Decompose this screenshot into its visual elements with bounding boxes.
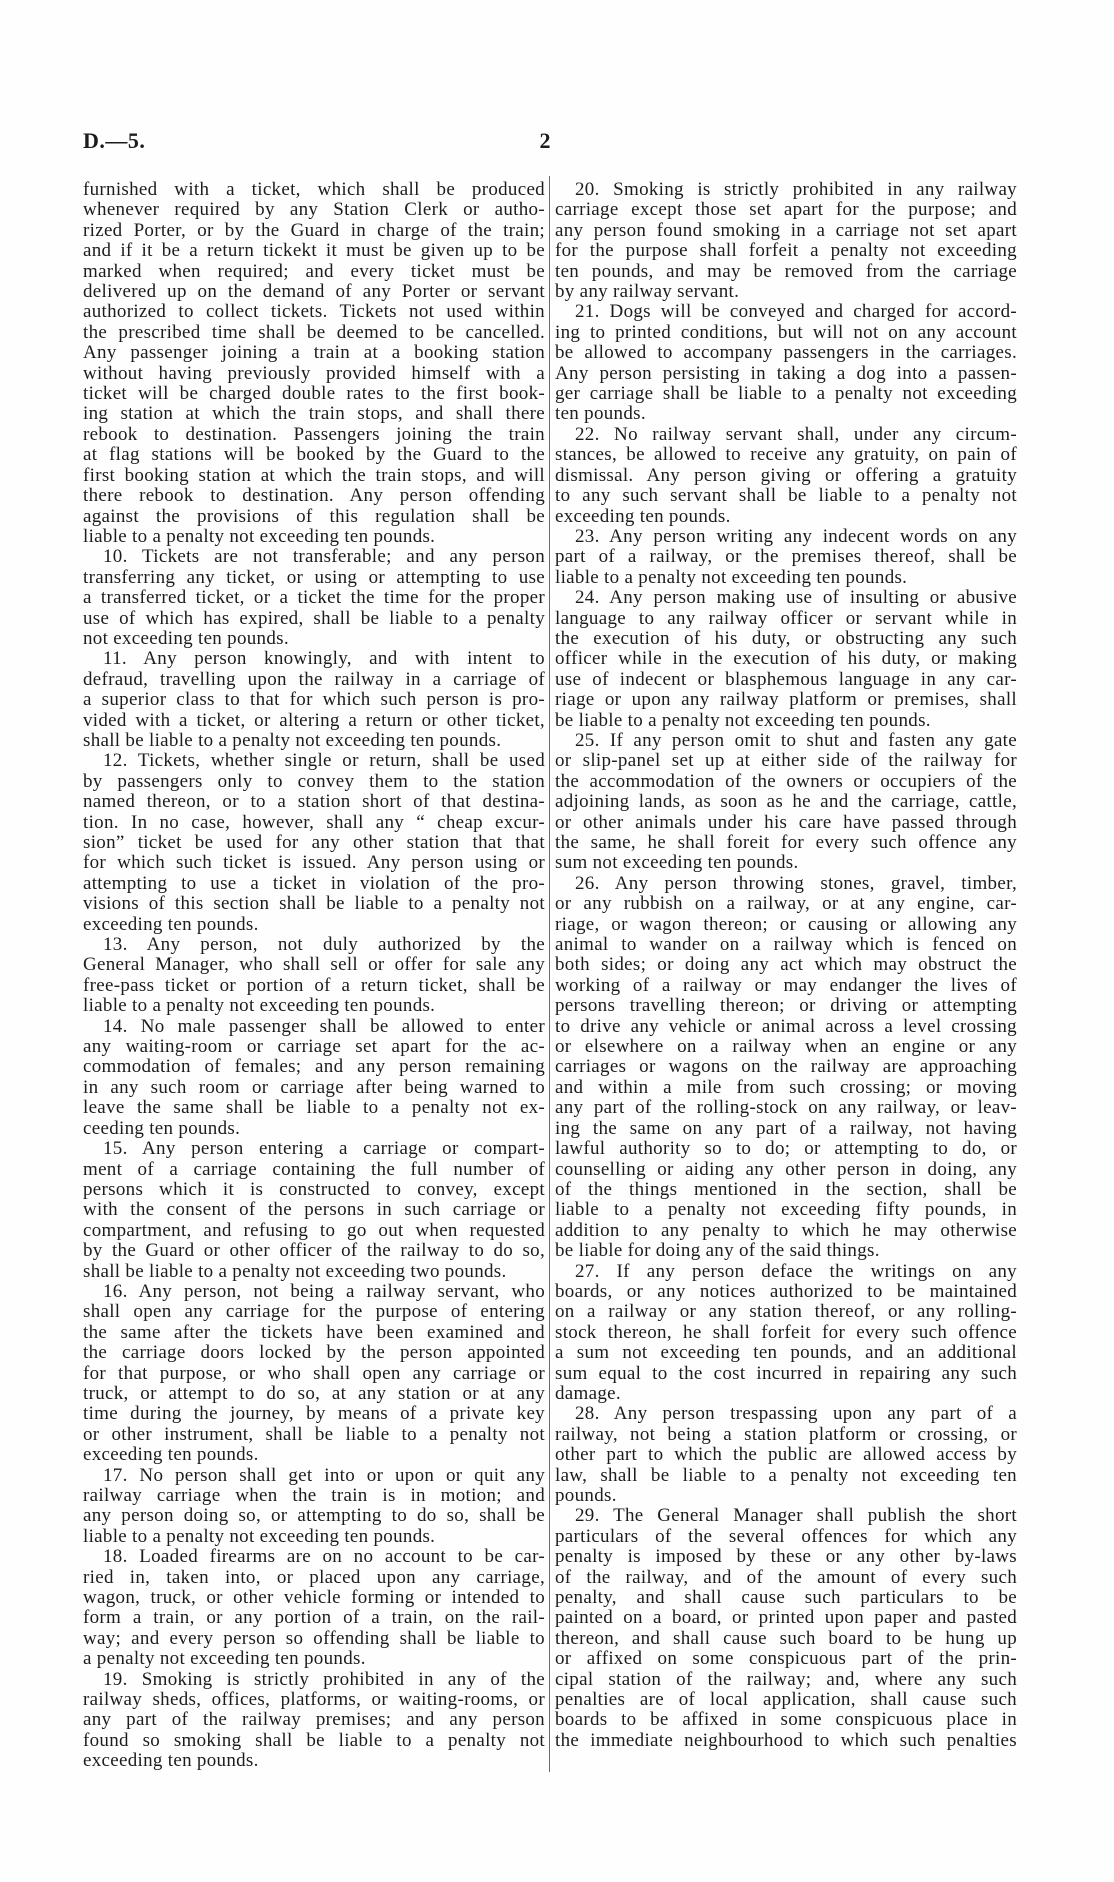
- text-line: 23. Any person writing any indecent words on any: [575, 525, 1017, 547]
- text-line: rebook to destination. Passengers joining the train: [83, 423, 545, 445]
- text-line: 21. Dogs will be conveyed and charged for accord-: [575, 301, 1017, 323]
- text-line: 14. No male passenger shall be allowed to enter: [103, 1015, 545, 1037]
- text-line: liable to a penalty not exceeding ten pounds.: [83, 525, 436, 547]
- text-line: commodation of females; and any person remaining: [83, 1056, 545, 1078]
- clause-15: [83, 1139, 545, 1282]
- clause-23: [555, 527, 1017, 588]
- clause-10: [83, 547, 545, 649]
- text-line: to drive any vehicle or animal across a level crossing: [555, 1015, 1017, 1037]
- text-line: by passengers only to convey them to the station: [83, 770, 545, 792]
- text-line: 13. Any person, not duly authorized by the: [103, 934, 545, 956]
- text-line: by the Guard or other officer of the railway to do so,: [83, 1240, 545, 1262]
- text-line: General Manager, who shall sell or offer for sale any: [83, 954, 545, 976]
- text-line: exceeding ten pounds.: [83, 1444, 259, 1466]
- text-line: or other animals under his care have passed through: [555, 811, 1017, 833]
- text-line: the carriage doors locked by the person appointed: [83, 1342, 545, 1364]
- clause-28: [555, 1404, 1017, 1506]
- text-line: language to any railway officer or servant while in: [555, 607, 1017, 629]
- text-line: 29. The General Manager shall publish the short: [575, 1505, 1017, 1527]
- text-line: marked when required; and every ticket must be: [83, 260, 545, 282]
- text-line: boards to be affixed in some conspicuous place in: [555, 1709, 1017, 1731]
- text-line: 15. Any person entering a carriage or compart-: [103, 1138, 545, 1160]
- text-line: exceeding ten pounds.: [83, 1750, 259, 1772]
- clause-25: [555, 731, 1017, 874]
- text-line: any part of the railway premises; and any person: [83, 1709, 545, 1731]
- text-line: exceeding ten pounds.: [83, 913, 259, 935]
- text-line: first booking station at which the train stops, and will: [83, 464, 545, 486]
- text-line: other part to which the public are allowed access by: [555, 1444, 1017, 1466]
- text-line: free-pass ticket or portion of a return ticket, shall be: [83, 974, 545, 996]
- text-line: addition to any penalty to which he may otherwise: [555, 1219, 1017, 1241]
- left-column: [83, 180, 545, 1772]
- text-line: truck, or attempt to do so, at any station or at any: [83, 1382, 545, 1404]
- text-line: and if it be a return tickekt it must be given up to be: [83, 240, 545, 262]
- clause-12: [83, 751, 545, 935]
- text-line: or slip-panel set up at either side of the railway for: [555, 750, 1017, 772]
- text-line: lawful authority so to do; or attempting to do, or: [555, 1138, 1017, 1160]
- clause-29: [555, 1506, 1017, 1751]
- text-line: 17. No person shall get into or upon or quit any: [103, 1464, 545, 1486]
- clause-24: [555, 588, 1017, 731]
- text-line: any waiting-room or carriage set apart for the ac-: [83, 1036, 545, 1058]
- text-line: Any passenger joining a train at a booking station: [83, 342, 545, 364]
- clause-18: [83, 1547, 545, 1669]
- text-line: any person doing so, or attempting to do so, shall be: [83, 1505, 545, 1527]
- document-reference: D.—5.: [83, 128, 146, 153]
- text-line: delivered up on the demand of any Porter or servant: [83, 281, 545, 303]
- text-line: persons which it is constructed to convey, except: [83, 1178, 545, 1200]
- text-line: the same, he shall foreit for every such offence any: [555, 832, 1017, 853]
- text-line: any person found smoking in a carriage not set apart: [555, 219, 1017, 241]
- text-line: transferring any ticket, or using or attempting to use: [83, 566, 545, 588]
- text-line: furnished with a ticket, which shall be produced: [83, 179, 545, 200]
- text-line: liable to a penalty not exceeding ten pounds.: [555, 566, 908, 588]
- text-line: the immediate neighbourhood to which such penalties: [555, 1729, 1017, 1751]
- text-line: penalties are of local application, shall cause such: [555, 1689, 1017, 1711]
- clause-19: [83, 1670, 545, 1772]
- text-line: by any railway servant.: [555, 281, 740, 303]
- text-line: particulars of the several offences for which any: [555, 1525, 1017, 1547]
- text-line: defraud, travelling upon the railway in a carriage of: [83, 668, 545, 690]
- text-line: leave the same shall be liable to a penalty not ex-: [83, 1097, 545, 1119]
- text-line: or affixed on some conspicuous part of the prin-: [555, 1648, 1017, 1670]
- text-line: 24. Any person making use of insulting or abusive: [575, 587, 1017, 609]
- text-line: ceeding ten pounds.: [83, 1117, 241, 1139]
- text-line: sum equal to the cost incurred in repairing any such: [555, 1362, 1017, 1384]
- text-line: liable to a penalty not exceeding fifty pounds, in: [555, 1199, 1017, 1221]
- text-line: ing station at which the train stops, and shall there: [83, 403, 545, 425]
- text-line: any part of the rolling-stock on any railway, or leav-: [555, 1097, 1017, 1119]
- text-line: compartment, and refusing to go out when requested: [83, 1219, 545, 1241]
- text-line: authorized to collect tickets. Tickets not used within: [83, 301, 545, 323]
- text-line: Any person persisting in taking a dog into a passen-: [555, 362, 1017, 384]
- text-line: of the railway, and of the amount of every such: [555, 1566, 1017, 1588]
- text-line: law, shall be liable to a penalty not exceeding ten: [555, 1464, 1017, 1486]
- clause-13: [83, 935, 545, 1017]
- clause-21: [555, 302, 1017, 424]
- text-line: persons travelling thereon; or driving or attempting: [555, 995, 1017, 1017]
- text-line: in any such room or carriage after being warned to: [83, 1076, 545, 1098]
- right-column: [555, 180, 1017, 1751]
- text-line: and within a mile from such crossing; or moving: [555, 1076, 1017, 1098]
- text-line: visions of this section shall be liable to a penalty not: [83, 893, 545, 915]
- text-line: stances, be allowed to receive any gratuity, on pain of: [555, 444, 1017, 466]
- text-line: the accommodation of the owners or occupiers of the: [555, 770, 1017, 792]
- text-line: or elsewhere on a railway when an engine or any: [555, 1036, 1017, 1058]
- text-line: ried in, taken into, or placed upon any carriage,: [83, 1566, 545, 1588]
- text-line: 20. Smoking is strictly prohibited in any railway: [575, 179, 1017, 200]
- text-line: for which such ticket is issued. Any person using or: [83, 852, 545, 874]
- text-line: vided with a ticket, or altering a return or other ticket,: [83, 709, 545, 731]
- text-line: adjoining lands, as soon as he and the carriage, cattle,: [555, 791, 1017, 813]
- text-line: tion. In no case, however, shall any “ cheap excur-: [83, 811, 545, 833]
- text-line: 19. Smoking is strictly prohibited in any of the: [103, 1668, 545, 1690]
- text-line: painted on a board, or printed upon paper and pasted: [555, 1607, 1017, 1629]
- text-line: ment of a carriage containing the full number of: [83, 1158, 545, 1180]
- text-line: 16. Any person, not being a railway servant, who: [103, 1280, 545, 1302]
- text-line: pounds.: [555, 1485, 617, 1506]
- text-line: found so smoking shall be liable to a penalty not: [83, 1729, 545, 1751]
- text-line: there rebook to destination. Any person offending: [83, 485, 545, 507]
- page-number: 2: [539, 128, 551, 153]
- clause-27: [555, 1262, 1017, 1405]
- text-line: 11. Any person knowingly, and with intent to: [103, 648, 545, 670]
- text-line: carriage except those set apart for the purpose; and: [555, 199, 1017, 221]
- text-line: exceeding ten pounds.: [555, 505, 731, 527]
- text-line: shall be liable to a penalty not exceeding two pounds.: [83, 1260, 507, 1282]
- text-line: 27. If any person deface the writings on any: [575, 1260, 1017, 1282]
- text-line: 28. Any person trespassing upon any part of a: [575, 1403, 1017, 1425]
- clause-11: [83, 649, 545, 751]
- text-line: form a train, or any portion of a train, on the rail-: [83, 1607, 545, 1629]
- text-line: penalty, and shall cause such particulars to be: [555, 1587, 1017, 1609]
- text-line: the execution of his duty, or obstructing any such: [555, 627, 1017, 649]
- text-line: named thereon, or to a station short of that destina-: [83, 791, 545, 813]
- text-line: for that purpose, or who shall open any carriage or: [83, 1362, 545, 1384]
- text-line: dismissal. Any person giving or offering a gratuity: [555, 464, 1017, 486]
- text-line: 12. Tickets, whether single or return, shall be used: [103, 750, 545, 772]
- text-line: 26. Any person throwing stones, gravel, timber,: [575, 872, 1017, 894]
- text-line: or other instrument, shall be liable to a penalty not: [83, 1423, 545, 1445]
- text-line: shall be liable to a penalty not exceeding ten pounds.: [83, 729, 502, 751]
- text-line: ten pounds, and may be removed from the carriage: [555, 260, 1017, 282]
- text-line: without having previously provided himself with a: [83, 362, 545, 384]
- text-line: or any rubbish on a railway, or at any engine, car-: [555, 893, 1017, 915]
- text-line: officer while in the execution of his duty, or making: [555, 648, 1017, 670]
- text-line: not exceeding ten pounds.: [83, 627, 289, 649]
- text-line: be liable for doing any of the said things.: [555, 1240, 880, 1262]
- text-line: ten pounds.: [555, 403, 646, 425]
- text-line: for the purpose shall forfeit a penalty not exceeding: [555, 240, 1017, 262]
- text-line: sion” ticket be used for any other station that that: [83, 832, 545, 853]
- text-line: 18. Loaded firearms are on no account to be car-: [103, 1546, 545, 1568]
- text-line: carriages or wagons on the railway are approaching: [555, 1056, 1017, 1078]
- text-line: the same after the tickets have been examined and: [83, 1321, 545, 1343]
- text-line: on a railway or any station thereof, or any rolling-: [555, 1301, 1017, 1323]
- text-line: at flag stations will be booked by the Guard to the: [83, 444, 545, 466]
- text-line: damage.: [555, 1382, 621, 1404]
- text-line: railway, not being a station platform or crossing, or: [555, 1423, 1017, 1445]
- text-line: with the consent of the persons in such carriage or: [83, 1199, 545, 1221]
- clause-9-continued: [83, 180, 545, 547]
- text-line: wagon, truck, or other vehicle forming or intended to: [83, 1587, 545, 1609]
- text-line: way; and every person so offending shall be liable to: [83, 1627, 545, 1649]
- text-line: riage or upon any railway platform or premises, shall: [555, 689, 1017, 711]
- text-line: of the things mentioned in the section, shall be: [555, 1178, 1017, 1200]
- text-line: a sum not exceeding ten pounds, and an additional: [555, 1342, 1017, 1364]
- clause-26: [555, 874, 1017, 1262]
- text-line: time during the journey, by means of a private key: [83, 1403, 545, 1425]
- text-line: 25. If any person omit to shut and fasten any gate: [575, 729, 1017, 751]
- text-line: ticket will be charged double rates to the first book-: [83, 383, 545, 405]
- clause-14: [83, 1017, 545, 1139]
- text-line: railway sheds, offices, platforms, or waiting-rooms, or: [83, 1689, 545, 1711]
- text-line: sum not exceeding ten pounds.: [555, 852, 799, 874]
- text-line: counselling or aiding any other person in doing, any: [555, 1158, 1017, 1180]
- text-line: the prescribed time shall be deemed to be cancelled.: [83, 321, 545, 343]
- text-line: 10. Tickets are not transferable; and any person: [103, 546, 545, 568]
- text-line: thereon, and shall cause such board to be hung up: [555, 1627, 1017, 1649]
- text-line: railway carriage when the train is in motion; and: [83, 1485, 545, 1506]
- text-line: be allowed to accompany passengers in the carriages.: [555, 342, 1017, 364]
- clause-22: [555, 425, 1017, 527]
- text-line: a penalty not exceeding ten pounds.: [83, 1648, 366, 1670]
- text-line: both sides; or doing any act which may obstruct the: [555, 954, 1017, 976]
- text-line: a superior class to that for which such person is pro-: [83, 689, 545, 711]
- text-line: be liable to a penalty not exceeding ten pounds.: [555, 709, 931, 731]
- text-line: ing the same on any part of a railway, not having: [555, 1117, 1017, 1139]
- text-line: boards, or any notices authorized to be maintained: [555, 1280, 1017, 1302]
- clause-20: [555, 180, 1017, 302]
- text-line: a transferred ticket, or a ticket the time for the proper: [83, 587, 545, 609]
- text-line: part of a railway, or the premises thereof, shall be: [555, 546, 1017, 568]
- text-line: animal to wander on a railway which is fenced on: [555, 934, 1017, 956]
- text-line: attempting to use a ticket in violation of the pro-: [83, 872, 545, 894]
- text-line: rized Porter, or by the Guard in charge of the train;: [83, 219, 545, 241]
- text-line: cipal station of the railway; and, where any such: [555, 1668, 1017, 1690]
- text-line: use of indecent or blasphemous language in any car-: [555, 668, 1017, 690]
- text-line: to any such servant shall be liable to a penalty not: [555, 485, 1017, 507]
- text-line: ger carriage shall be liable to a penalty not exceeding: [555, 383, 1017, 405]
- text-line: riage, or wagon thereon; or causing or allowing any: [555, 913, 1017, 935]
- text-line: working of a railway or may endanger the lives of: [555, 974, 1017, 996]
- column-divider: [549, 176, 550, 1772]
- clause-17: [83, 1466, 545, 1548]
- text-line: stock thereon, he shall forfeit for every such offence: [555, 1321, 1017, 1343]
- text-line: liable to a penalty not exceeding ten pounds.: [83, 1525, 436, 1547]
- text-line: ing to printed conditions, but will not on any account: [555, 321, 1017, 343]
- text-line: whenever required by any Station Clerk or autho-: [83, 199, 545, 221]
- text-line: penalty is imposed by these or any other by-laws: [555, 1546, 1017, 1568]
- text-line: against the provisions of this regulation shall be: [83, 505, 545, 527]
- text-line: 22. No railway servant shall, under any circum-: [575, 423, 1017, 445]
- text-line: liable to a penalty not exceeding ten pounds.: [83, 995, 436, 1017]
- clause-16: [83, 1282, 545, 1466]
- text-line: shall open any carriage for the purpose of entering: [83, 1301, 545, 1323]
- text-line: use of which has expired, shall be liable to a penalty: [83, 607, 545, 629]
